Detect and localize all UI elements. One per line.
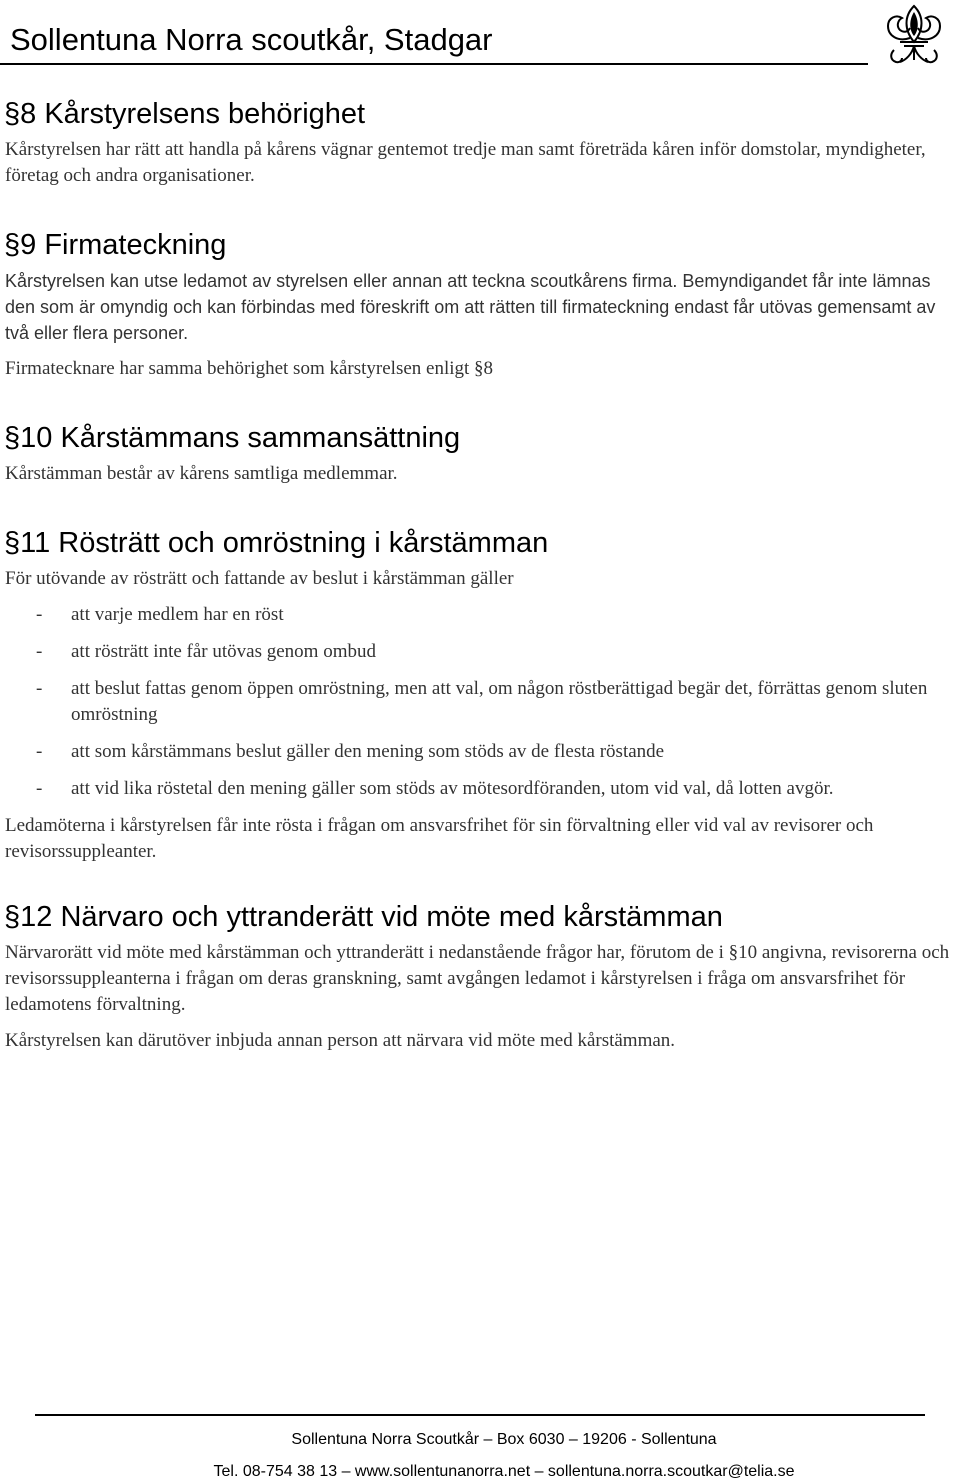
document-body [5, 96, 959, 1092]
fleur-de-lis-icon [880, 2, 948, 66]
footer-address: Sollentuna Norra Scoutkår – Box 6030 – 19206 - Sollentuna [291, 1431, 717, 1448]
section-paragraph: Kårstyrelsen kan utse ledamot av styrelsen eller annan att teckna scoutkårens firma. Bemyndigandet får inte lämnas den som är omyndig och kan förbindas med föreskrift om att rätten till firmateckning endast får utövas gemensamt av två eller flera personer. [5, 271, 936, 343]
list-item: - att som kårstämmans beslut gäller den mening som stöds av de flesta röstande [5, 739, 959, 765]
section-12 [5, 899, 959, 1054]
voting-rules-list [5, 602, 959, 802]
section-8 [5, 96, 959, 189]
section-closing: Ledamöterna i kårstyrelsen får inte rösta i frågan om ansvarsfrihet för sin förvaltning eller vid val av revisorer och revisorssuppleanter. [5, 815, 874, 862]
header-divider [0, 63, 868, 65]
document-title: Sollentuna Norra scoutkår, Stadgar [10, 22, 493, 57]
list-item: - att varje medlem har en röst [5, 602, 959, 628]
footer-divider [35, 1414, 925, 1416]
section-heading: §8 Kårstyrelsens behörighet [4, 98, 366, 130]
section-paragraph: Firmatecknare har samma behörighet som kårstyrelsen enligt §8 [5, 358, 494, 379]
section-heading: §12 Närvaro och yttranderätt vid möte med kårstämman [4, 901, 723, 933]
section-paragraph: Kårstämman består av kårens samtliga medlemmar. [5, 463, 398, 484]
section-heading: §9 Firmateckning [4, 229, 227, 261]
section-11 [5, 525, 959, 865]
section-10 [5, 420, 959, 487]
list-item: - att vid lika röstetal den mening gäller som stöds av mötesordföranden, utom vid val, då lotten avgör. [5, 776, 959, 802]
section-paragraph: Närvarorätt vid möte med kårstämman och yttranderätt i nedanstående frågor har, förutom de i §10 angivna, revisorerna och revisorssuppleanterna i frågan om deras granskning, samt avgången ledamot i kårstyrelsen i fråga om ansvarsfrihet för ledamotens förvaltning. [5, 942, 950, 1015]
section-intro: För utövande av rösträtt och fattande av beslut i kårstämman gäller [5, 568, 514, 589]
list-item: - att rösträtt inte får utövas genom ombud [5, 639, 959, 665]
section-heading: §11 Rösträtt och omröstning i kårstämman [4, 527, 549, 559]
list-item: - att beslut fattas genom öppen omröstning, men att val, om någon röstberättigad begär det, förrättas genom sluten omröstning [5, 676, 959, 728]
section-9 [5, 227, 959, 382]
section-paragraph: Kårstyrelsen har rätt att handla på kårens vägnar gentemot tredje man samt företräda kåren inför domstolar, myndigheter, företag och andra organisationer. [5, 139, 926, 186]
page-header [0, 0, 960, 66]
section-heading: §10 Kårstämmans sammansättning [4, 422, 461, 454]
footer-contact: Tel. 08-754 38 13 – www.sollentunanorra.net – sollentuna.norra.scoutkar@telia.se [213, 1463, 795, 1480]
section-paragraph: Kårstyrelsen kan därutöver inbjuda annan person att närvara vid möte med kårstämman. [5, 1030, 676, 1051]
